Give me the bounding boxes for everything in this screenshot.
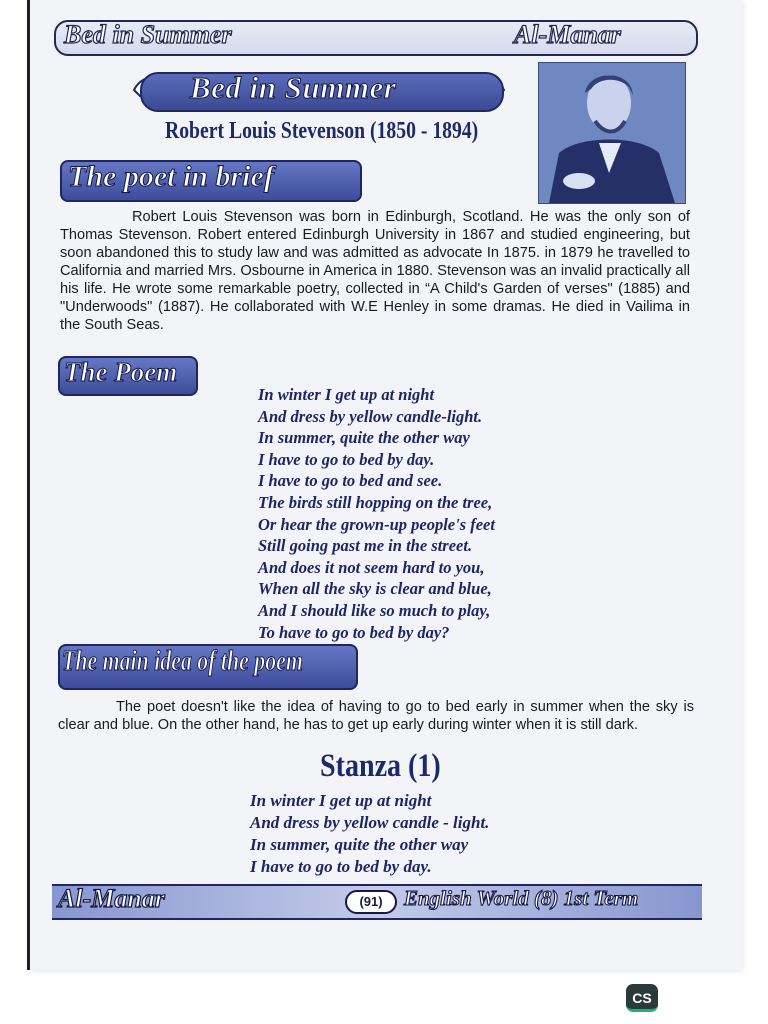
- stanza-line: In summer, quite the other way: [250, 835, 469, 854]
- poem-line: In winter I get up at night: [258, 385, 435, 404]
- poem-line: When all the sky is clear and blue,: [258, 579, 492, 599]
- main-idea-text: The poet doesn't like the idea of having to go to bed early in summer when the sky is clear and blue. On the other hand, he has to get up early during winter when it is still dark.: [58, 699, 694, 733]
- poem-line: And dress by yellow candle-light.: [258, 406, 483, 426]
- poem-line: And I should like so much to play,: [258, 600, 491, 620]
- author-line: Robert Louis Stevenson (1850 - 1894): [165, 118, 479, 144]
- stanza-line: In winter I get up at night: [250, 791, 432, 810]
- stanza-text: [250, 790, 489, 878]
- poem-line: Still going past me in the street.: [258, 536, 473, 556]
- poem-line: And does it not seem hard to you,: [258, 557, 485, 577]
- stanza-line: And dress by yellow candle - light.: [250, 813, 490, 832]
- poem-title: Bed in Summer: [190, 70, 397, 105]
- poem-line: I have to go to bed and see.: [258, 471, 443, 491]
- camscanner-badge-icon: CS: [626, 984, 658, 1012]
- section-heading-text: The main idea of the poem: [62, 646, 303, 677]
- poem-line: To have to go to bed by day?: [258, 622, 450, 642]
- poet-biography: Robert Louis Stevenson was born in Edinburgh, Scotland. He was the only son of Thomas Stevenson. Robert entered Edinburgh University in 1867 and studied engineering, but soon abandoned this to study law and was admitted as advocate In 1875. in 1879 he travelled to California and married Mrs. Osbourne in America in 1880. Stevenson was an invalid practically all his life. He wrote some remarkable poetry, collected in “A Child's Garden of verses" (1885) and "Underwoods" (1887). He collaborated with W.E Henley in some dramas. He died in Vailima in the South Seas.: [60, 209, 690, 333]
- poet-portrait: [538, 62, 686, 204]
- poem-line: Or hear the grown-up people's feet: [258, 514, 495, 534]
- poem-line: The birds still hopping on the tree,: [258, 492, 493, 512]
- stanza-title: Stanza (1): [320, 748, 441, 784]
- page-number: (91): [345, 890, 397, 914]
- footer-book-title: English World (8) 1st Term: [404, 886, 639, 910]
- poem-line: I have to go to bed by day.: [258, 449, 435, 469]
- header-publisher: Al-Manar: [514, 20, 621, 49]
- section-heading-text: The Poem: [64, 357, 178, 387]
- footer-publisher: Al-Manar: [58, 884, 165, 913]
- poem-text: [258, 384, 495, 643]
- stanza-line: I have to go to bed by day.: [250, 857, 432, 876]
- poem-line: In summer, quite the other way: [258, 428, 470, 448]
- section-heading-text: The poet in brief: [68, 160, 274, 193]
- header-title: Bed in Summer: [64, 20, 232, 49]
